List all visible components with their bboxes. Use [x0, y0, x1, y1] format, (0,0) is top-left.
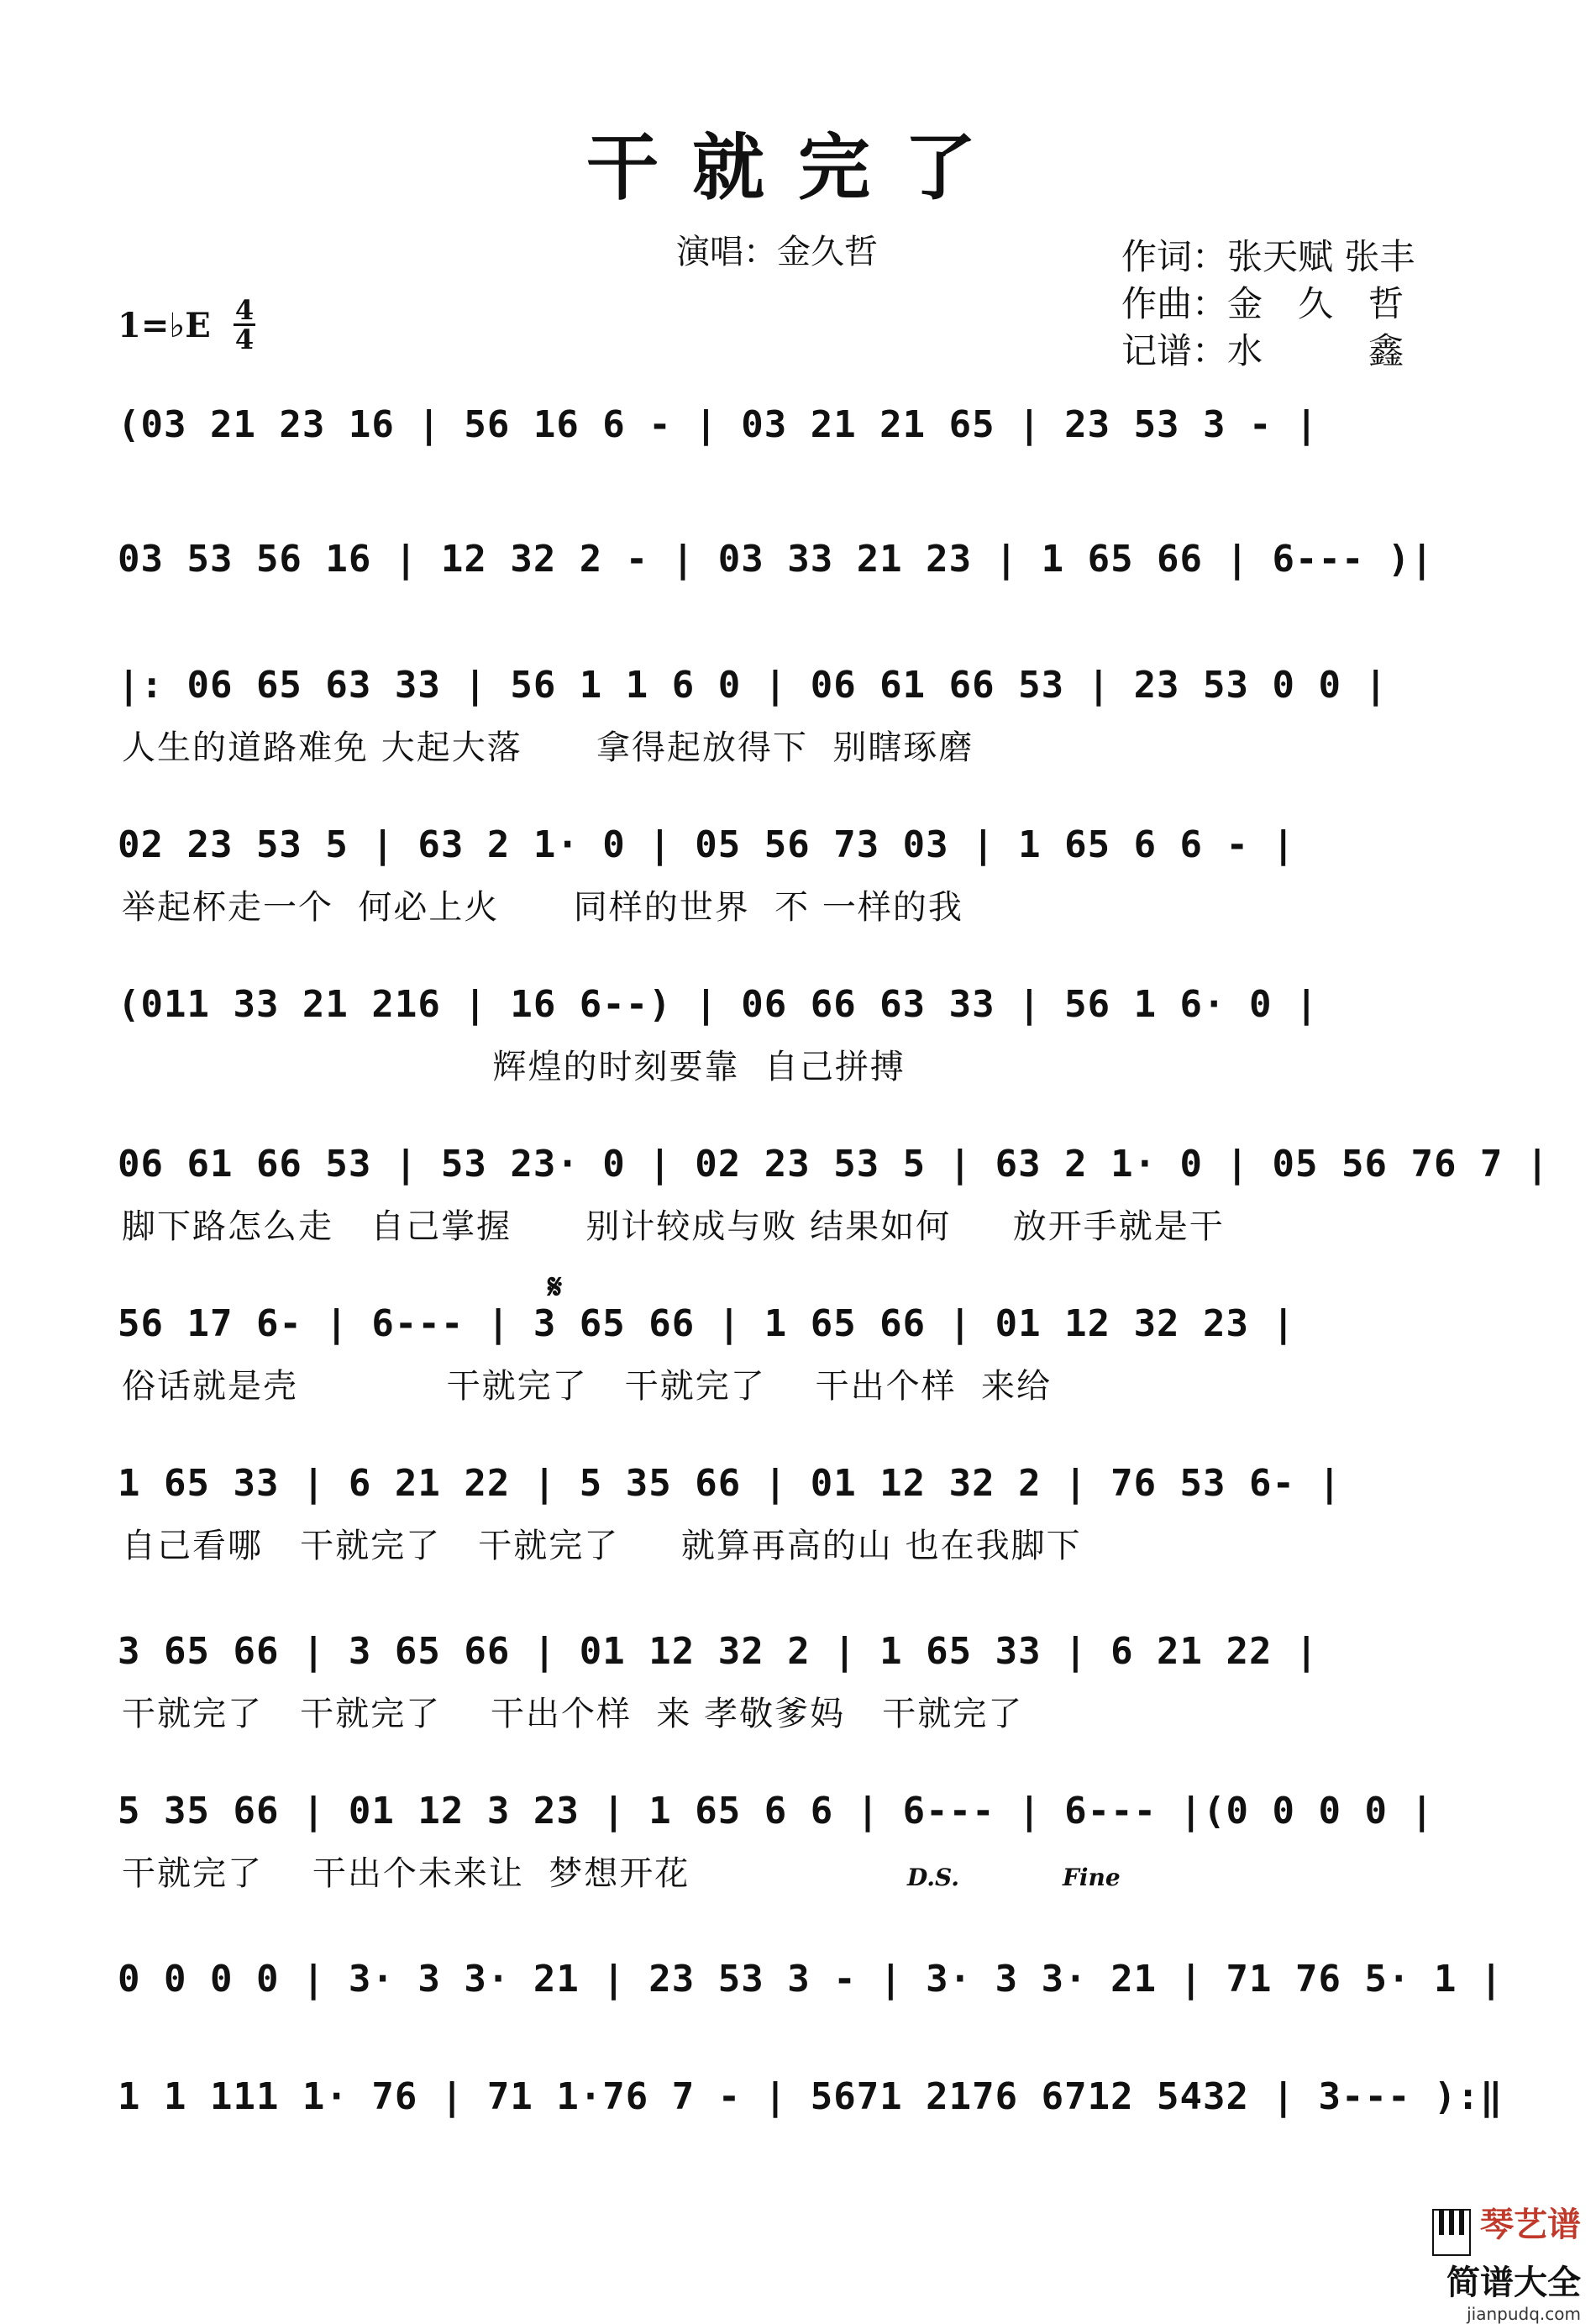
notation-line: 1 1 111 1· 76 | 71 1·76 7 - | 5671 2176 6712 5432 | 3--- ):‖ — [118, 2075, 1504, 2118]
watermark-logo: 琴艺谱 — [1480, 2206, 1581, 2244]
ds-mark: D.S. — [907, 1864, 960, 1891]
song-title: 干就完了 — [586, 125, 1010, 210]
piano-icon — [1432, 2209, 1471, 2256]
notation-line: 06 61 66 53 | 53 23· 0 | 02 23 53 5 | 63 2 1· 0 | 05 56 76 7 | — [118, 1143, 1550, 1186]
notation-line: (03 21 23 16 | 56 16 6 - | 03 21 21 65 | 23 53 3 - | — [118, 403, 1319, 446]
credits-block — [1121, 234, 1415, 375]
lyricist-credit: 作词：张天赋 张丰 — [1121, 236, 1415, 277]
notation-line: (011 33 21 216 | 16 6--) | 06 66 63 33 | 56 1 6· 0 | — [118, 983, 1319, 1026]
watermark-url: jianpudq.com — [1467, 2303, 1581, 2324]
lyrics-line: 脚下路怎么走 自己掌握 别计较成与败 结果如何 放开手就是干 — [122, 1207, 1225, 1246]
notation-line: 0 0 0 0 | 3· 3 3· 21 | 23 53 3 - | 3· 3 3· 21 | 71 76 5· 1 | — [118, 1958, 1504, 2001]
lyrics-line: 人生的道路难免 大起大落 拿得起放得下 别瞎琢磨 — [122, 728, 974, 767]
lyrics-line: 干就完了 干就完了 干出个样 来 孝敬爹妈 干就完了 — [122, 1695, 1024, 1733]
notation-line: 02 23 53 5 | 63 2 1· 0 | 05 56 73 03 | 1 65 6 6 - | — [118, 823, 1296, 866]
watermark-name: 简谱大全 — [1446, 2263, 1581, 2302]
lyrics-line: 辉煌的时刻要靠 自己拼搏 — [122, 1048, 906, 1086]
singer-credit: 演唱：金久哲 — [676, 233, 878, 271]
time-signature — [234, 294, 255, 355]
transcriber-credit: 记谱：水 鑫 — [1121, 330, 1404, 371]
lyrics-line: 自己看哪 干就完了 干就完了 就算再高的山 也在我脚下 — [122, 1527, 1082, 1565]
watermark — [1346, 2198, 1581, 2324]
notation-line: 56 17 6- | 6--- | 3 65 66 | 1 65 66 | 01 12 32 23 | — [118, 1302, 1296, 1345]
notation-line: 5 35 66 | 01 12 3 23 | 1 65 6 6 | 6--- | 6--- |(0 0 0 0 | — [118, 1790, 1434, 1832]
notation-line: 3 65 66 | 3 65 66 | 01 12 32 2 | 1 65 33 | 6 21 22 | — [118, 1630, 1319, 1673]
fine-mark: Fine — [1063, 1864, 1121, 1891]
lyrics-line: 举起杯走一个 何必上火 同样的世界 不 一样的我 — [122, 888, 963, 927]
notation-line: |: 06 65 63 33 | 56 1 1 6 0 | 06 61 66 53 | 23 53 0 0 | — [118, 664, 1388, 707]
time-signature-bottom: 4 — [234, 323, 255, 355]
lyrics-line: 俗话就是壳 干就完了 干就完了 干出个样 来给 — [122, 1367, 1053, 1406]
notation-line: 1 65 33 | 6 21 22 | 5 35 66 | 01 12 32 2 | 76 53 6- | — [118, 1462, 1341, 1505]
lyrics-line: 干就完了 干出个未来让 梦想开花 — [122, 1854, 690, 1893]
composer-credit: 作曲：金 久 哲 — [1121, 283, 1404, 324]
segno-mark: 𝄋 — [548, 1267, 563, 1307]
notation-line: 03 53 56 16 | 12 32 2 - | 03 33 21 23 | 1 65 66 | 6--- )| — [118, 538, 1434, 581]
time-signature-top: 4 — [234, 294, 255, 326]
key-signature: 1=♭E — [118, 306, 211, 345]
